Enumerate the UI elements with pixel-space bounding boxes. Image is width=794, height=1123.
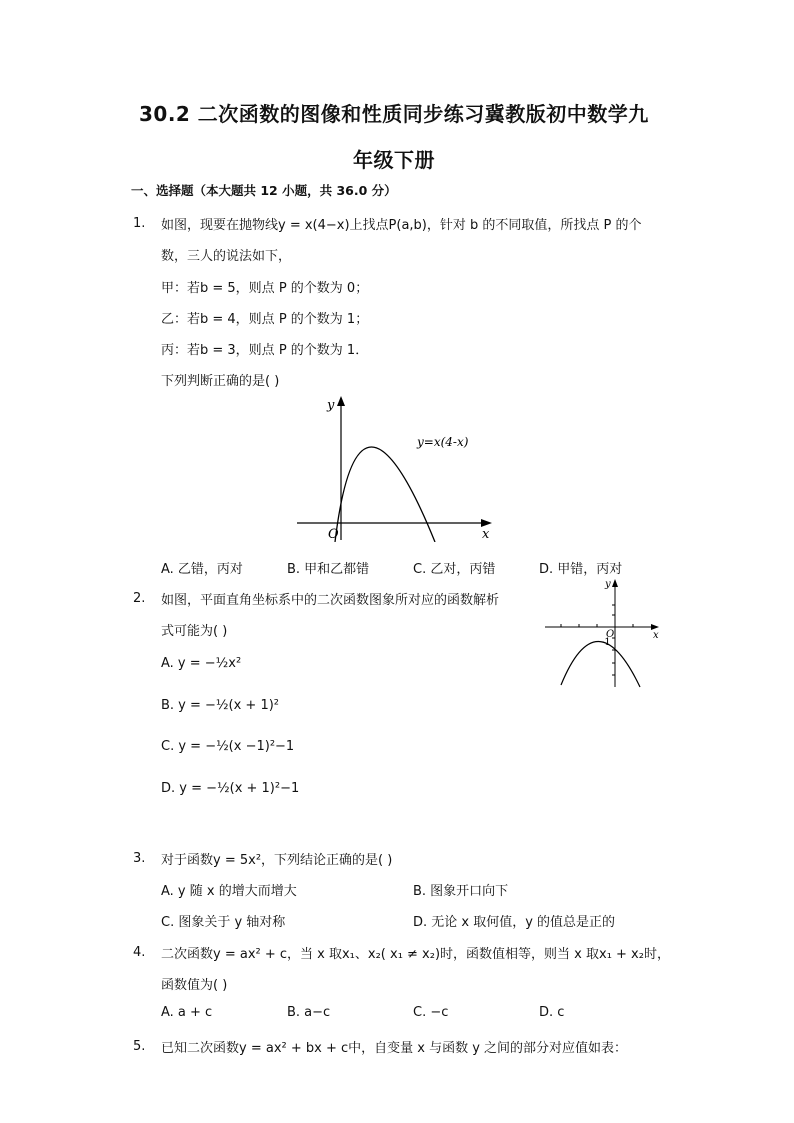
q5-number: 5. [133, 1039, 146, 1054]
q1-y-arrow [337, 396, 345, 406]
doc-title-line1: 30.2 二次函数的图像和性质同步练习冀教版初中数学九 [139, 102, 649, 126]
q4-text-line2: 函数值为( ) [161, 978, 228, 993]
q4-number: 4. [133, 945, 146, 960]
q1-text-line6: 下列判断正确的是( ) [161, 374, 280, 389]
q5-text-line1: 已知二次函数y = ax² + bx + c中，自变量 x 与函数 y 之间的部分对应值如表： [161, 1041, 628, 1056]
q1-number: 1. [133, 216, 146, 231]
q2-text-line1: 如图，平面直角坐标系中的二次函数图象所对应的函数解析 [161, 593, 500, 608]
q3-option-c: C. 图象关于 y 轴对称 [161, 915, 286, 930]
q1-y-label: y [327, 398, 335, 413]
q1-origin-label: O [328, 527, 339, 542]
q1-option-d: D. 甲错，丙对 [539, 562, 623, 577]
q4-option-b: B. a−c [287, 1005, 331, 1020]
q1-option-a: A. 乙错，丙对 [161, 562, 243, 577]
q2-parabola-graph [543, 575, 668, 690]
q2-y-label: y [605, 579, 611, 590]
q1-option-b: B. 甲和乙都错 [287, 562, 370, 577]
q4-option-c: C. −c [413, 1005, 449, 1020]
q1-text-line3: 甲：若b = 5，则点 P 的个数为 0； [161, 281, 369, 296]
q2-origin-label: O [606, 629, 615, 640]
q2-number: 2. [133, 591, 146, 606]
q1-text-line2: 数，三人的说法如下， [161, 249, 292, 264]
q2-tick-label: -1 [601, 637, 611, 648]
q2-option-a: A. y = −½x² [161, 656, 242, 671]
q2-x-label: x [653, 630, 659, 641]
q1-curve-label: y=x(4-x) [417, 435, 469, 449]
q2-option-c: C. y = −½(x −1)²−1 [161, 739, 295, 754]
q2-parabola-curve [561, 641, 640, 687]
q1-text-line4: 乙：若b = 4，则点 P 的个数为 1； [161, 312, 369, 327]
q1-parabola-graph [295, 392, 495, 542]
q1-parabola-curve [335, 447, 435, 542]
q3-option-a: A. y 随 x 的增大而增大 [161, 884, 297, 899]
q2-y-arrow [612, 579, 618, 587]
q3-text-line1: 对于函数y = 5x²，下列结论正确的是( ) [161, 853, 393, 868]
q4-text-line1: 二次函数y = ax² + c，当 x 取x₁、x₂( x₁ ≠ x₂)时，函数值相等，则当 x 取x₁ + x₂时， [161, 947, 670, 962]
q1-option-c: C. 乙对，丙错 [413, 562, 496, 577]
section-header: 一、选择题（本大题共 12 小题，共 36.0 分） [131, 183, 397, 198]
q4-option-d: D. c [539, 1005, 565, 1020]
q3-number: 3. [133, 851, 146, 866]
q1-text-line5: 丙：若b = 3，则点 P 的个数为 1． [161, 343, 369, 358]
q2-option-b: B. y = −½(x + 1)² [161, 698, 280, 713]
q4-option-a: A. a + c [161, 1005, 213, 1020]
q2-text-line2: 式可能为( ) [161, 624, 228, 639]
doc-title-line2: 年级下册 [353, 148, 435, 172]
q3-option-d: D. 无论 x 取何值，y 的值总是正的 [413, 915, 616, 930]
q3-option-b: B. 图象开口向下 [413, 884, 509, 899]
q1-x-arrow [481, 519, 492, 527]
q1-text-line1: 如图，现要在抛物线y = x(4−x)上找点P(a,b)，针对 b 的不同取值，所找点 P 的个 [161, 218, 642, 233]
q2-option-d: D. y = −½(x + 1)²−1 [161, 781, 300, 796]
q1-x-label: x [482, 527, 490, 542]
